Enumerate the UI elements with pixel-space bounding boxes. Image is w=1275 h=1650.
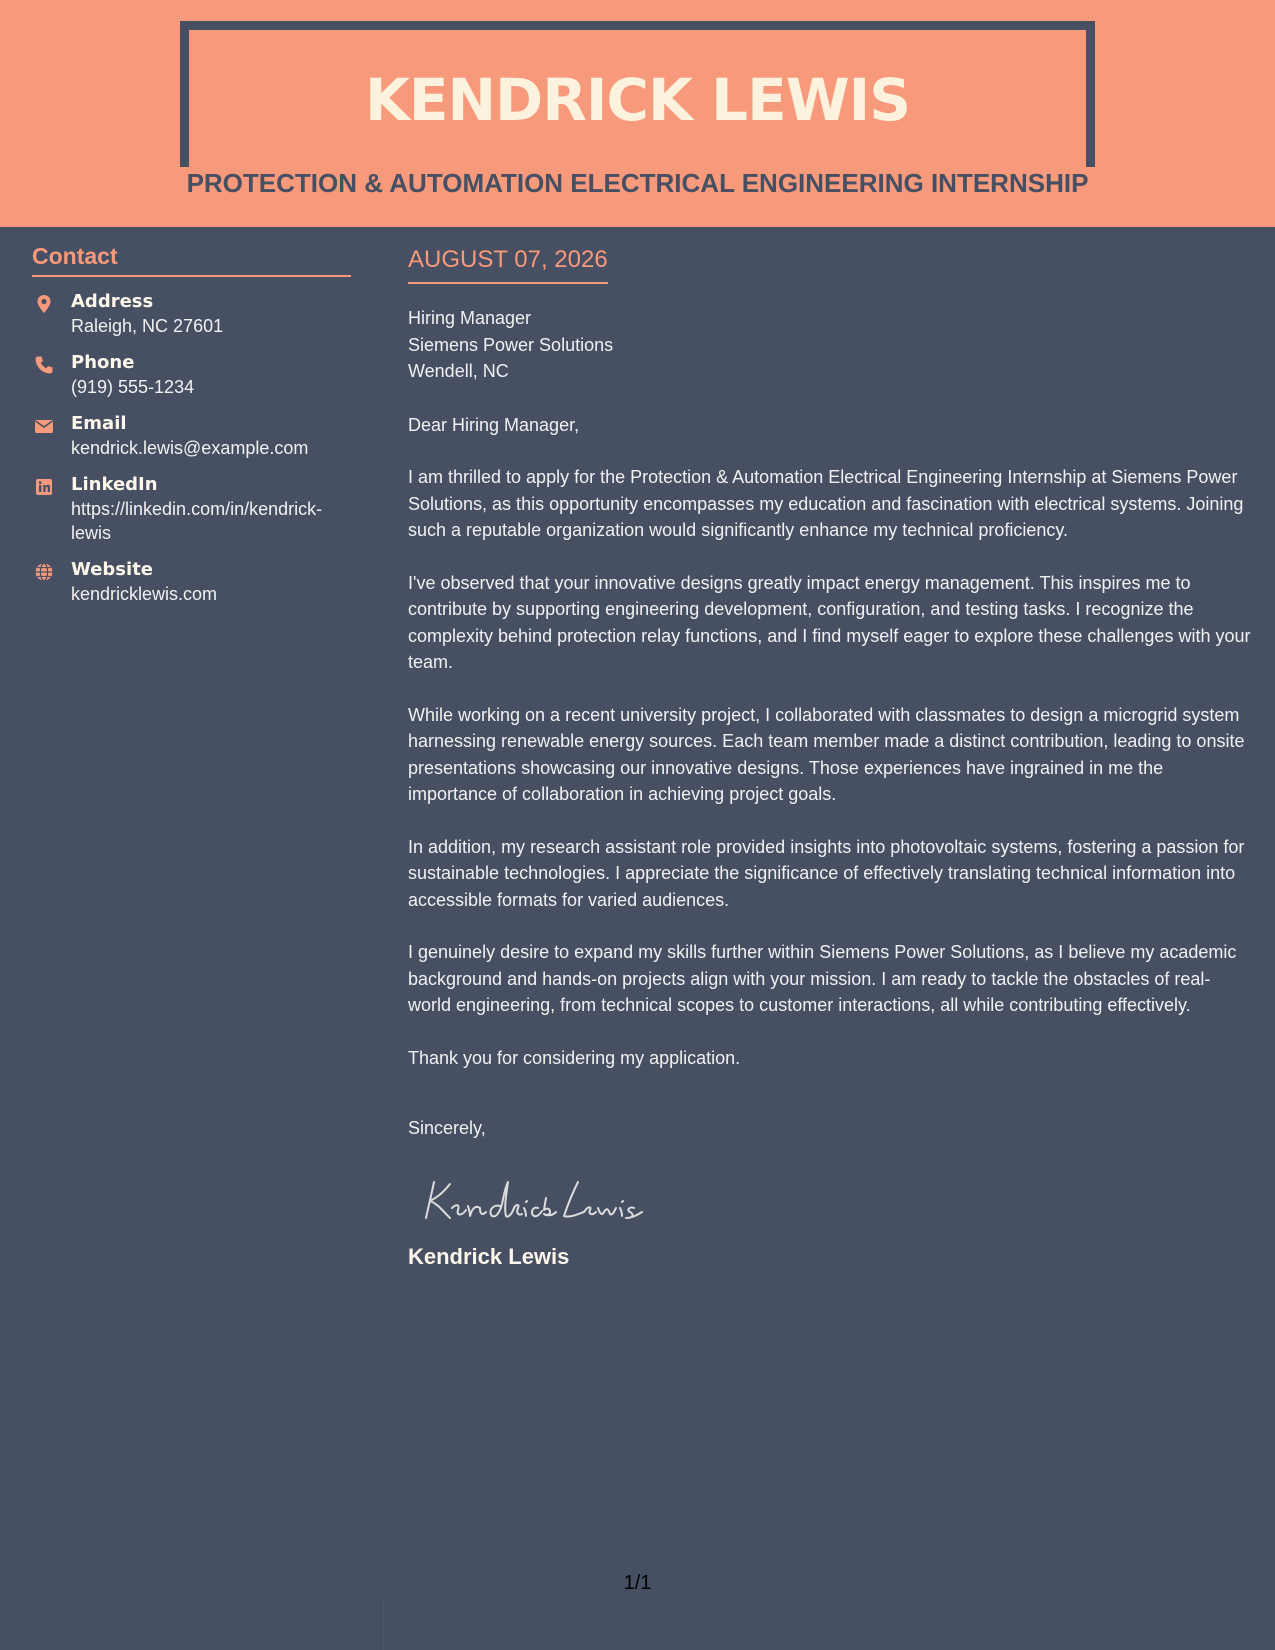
contact-item-website — [32, 558, 351, 606]
contact-item-address — [32, 290, 351, 338]
recipient-line: Hiring Manager — [408, 308, 532, 328]
letter-date: AUGUST 07, 2026 — [408, 242, 608, 284]
letter-body — [408, 242, 1253, 1272]
contact-item-email — [32, 412, 351, 460]
letter-paragraph: Thank you for considering my application. — [408, 1047, 741, 1068]
recipient-line: Wendell, NC — [408, 361, 509, 381]
address-value: Raleigh, NC 27601 — [71, 316, 224, 336]
letter-paragraph: While working on a recent university project, I collaborated with classmates to design a microgrid system harnessing renewable energy sources. Each team member made a distinct contribution, leading to onsite presentations showcasing our innovative designs. Those experiences have ingrained in me the importance of collaboration in achieving project goals. — [408, 704, 1245, 804]
phone-value: (919) 555-1234 — [71, 377, 195, 397]
closing: Sincerely, — [408, 1118, 486, 1138]
job-title: PROTECTION & AUTOMATION ELECTRICAL ENGINEERING INTERNSHIP — [186, 168, 1089, 198]
contact-heading: Contact — [32, 240, 351, 277]
linkedin-value[interactable]: https://linkedin.com/in/kendrick-lewis — [71, 499, 323, 543]
envelope-icon — [34, 416, 54, 436]
handwritten-signature — [420, 1168, 1253, 1230]
signer-name: Kendrick Lewis — [408, 1243, 570, 1269]
contact-label: Email — [71, 413, 127, 434]
page-number: 1/1 — [623, 1572, 652, 1594]
recipient-block — [408, 305, 1253, 385]
contact-sidebar — [32, 240, 351, 606]
email-value: kendrick.lewis@example.com — [71, 438, 309, 458]
map-pin-icon — [34, 294, 54, 314]
contact-label: Website — [71, 559, 154, 580]
applicant-name: KENDRICK LEWIS — [364, 66, 911, 134]
letter-paragraph: In addition, my research assistant role provided insights into photovoltaic systems, fostering a passion for sustainable technologies. I appreciate the significance of effectively translating technical information into accessible formats for varied audiences. — [408, 836, 1245, 910]
letter-paragraph: I've observed that your innovative designs greatly impact energy management. This inspires me to contribute by supporting engineering development, configuration, and testing tasks. I recognize the complexity behind protection relay functions, and I find myself eager to explore these challenges with your team. — [408, 572, 1251, 672]
linkedin-icon — [34, 477, 54, 497]
letter-paragraph: I genuinely desire to expand my skills further within Siemens Power Solutions, as I believe my academic background and hands-on projects align with your mission. I am ready to tackle the obstacles of real-world engineering, from technical scopes to customer interactions, all while contributing effectively. — [408, 942, 1237, 1015]
globe-icon — [34, 562, 54, 582]
contact-item-phone — [32, 351, 351, 399]
header-banner — [0, 0, 1275, 227]
salutation: Dear Hiring Manager, — [408, 414, 580, 435]
website-value[interactable]: kendricklewis.com — [71, 584, 218, 604]
recipient-line: Siemens Power Solutions — [408, 334, 614, 355]
divider — [383, 1598, 384, 1650]
phone-icon — [34, 355, 54, 375]
contact-label: Phone — [71, 352, 135, 373]
letter-paragraph: I am thrilled to apply for the Protection & Automation Electrical Engineering Internship at Siemens Power Solutions, as this opportunity encompasses my education and fascination with electrical systems. Joining such a reputable organization would significantly enhance my technical proficiency. — [408, 467, 1244, 540]
contact-label: LinkedIn — [71, 474, 158, 495]
contact-label: Address — [71, 291, 154, 312]
contact-item-linkedin — [32, 473, 351, 545]
